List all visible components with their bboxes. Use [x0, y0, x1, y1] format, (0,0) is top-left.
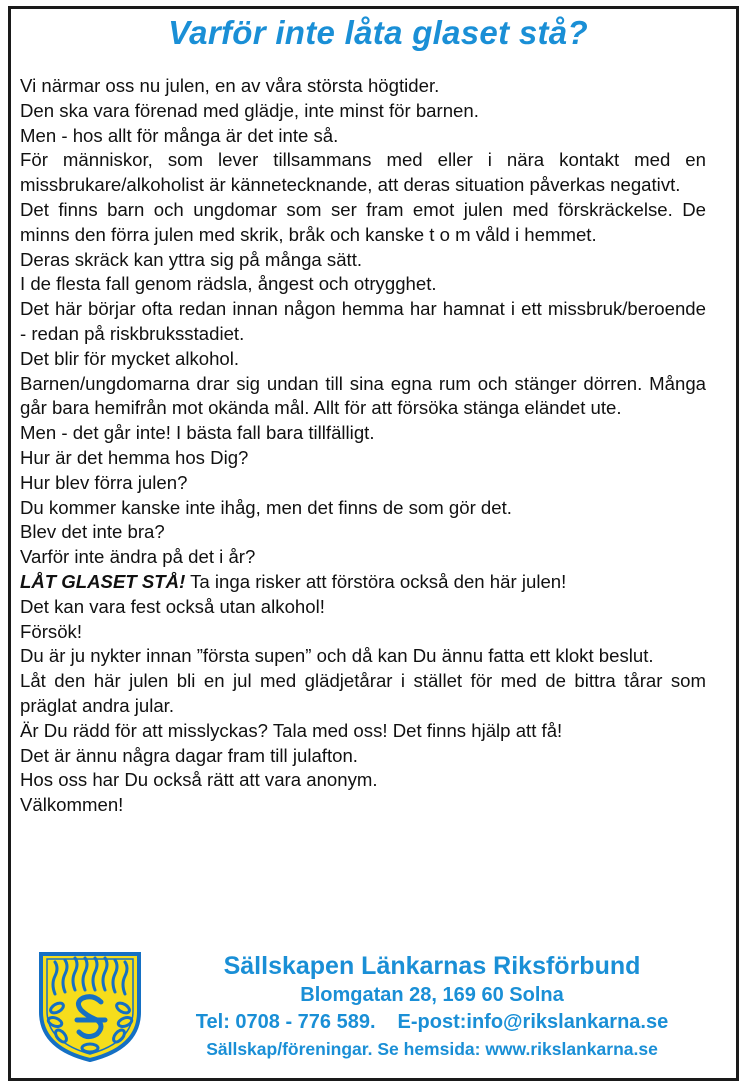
lankarna-crest-icon	[37, 950, 143, 1062]
paragraph: Barnen/ungdomarna drar sig undan till sina egna rum och stänger dörren. Många går bara hemifrån mot okända mål. Allt för att försöka stänga eländet ute.	[20, 372, 706, 419]
paragraph: Du kommer kanske inte ihåg, men det finns de som gör det.	[20, 496, 512, 518]
paragraph: Hur är det hemma hos Dig?	[20, 446, 249, 468]
emphasis-text: LÅT GLASET STÅ!	[20, 570, 186, 592]
org-address: Blomgatan 28, 169 60 Solna	[300, 984, 564, 1006]
paragraph: Det här börjar ofta redan innan någon hemma har hamnat i ett missbruk/beroende - redan på riskbruksstadiet.	[20, 298, 706, 344]
paragraph: Välkommen!	[20, 794, 124, 816]
paragraph: Hos oss har Du också rätt att vara anonym.	[20, 769, 378, 791]
organization-info	[152, 950, 712, 1062]
paragraph: Du är ju nykter innan ”första supen” och då kan Du ännu fatta ett klokt beslut.	[20, 645, 654, 667]
org-website[interactable]: Sällskap/föreningar. Se hemsida: www.rikslankarna.se	[206, 1039, 658, 1059]
paragraph: Är Du rädd för att misslyckas? Tala med oss! Det finns hjälp att få!	[20, 719, 563, 741]
paragraph: Hur blev förra julen?	[20, 471, 188, 493]
paragraph: Låt den här julen bli en jul med glädjetårar i stället för med de bittra tårar som präglat andra jular.	[20, 670, 706, 716]
org-phone: Tel: 0708 - 776 589.	[195, 1011, 376, 1033]
org-contact	[152, 1008, 712, 1036]
paragraph: För människor, som lever tillsammans med eller i nära kontakt med en missbrukare/alkoholist är kännetecknande, att deras situation påverkas negativt.	[20, 149, 706, 196]
paragraph: Vi närmar oss nu julen, en av våra största högtider.	[20, 75, 440, 96]
article-body	[20, 74, 706, 818]
paragraph: Varför inte ändra på det i år?	[20, 546, 256, 568]
paragraph: Den ska vara förenad med glädje, inte minst för barnen.	[20, 99, 479, 121]
paragraph: Men - det går inte! I bästa fall bara tillfälligt.	[20, 422, 375, 444]
paragraph: Det blir för mycket alkohol.	[20, 347, 240, 369]
page-title: Varför inte låta glaset stå?	[168, 14, 588, 51]
paragraph: Det är ännu några dagar fram till julafton.	[20, 744, 358, 766]
emphasis-paragraph	[20, 570, 706, 595]
paragraph: Deras skräck kan yttra sig på många sätt.	[20, 248, 363, 270]
org-name: Sällskapen Länkarnas Riksförbund	[223, 952, 641, 980]
paragraph: Försök!	[20, 620, 82, 642]
paragraph: Det kan vara fest också utan alkohol!	[20, 595, 325, 617]
paragraph: Det finns barn och ungdomar som ser fram emot julen med förskräckelse. De minns den förra julen med skrik, bråk och kanske t o m våld i hemmet.	[20, 198, 706, 245]
emphasis-rest: Ta inga risker att förstöra också den här julen!	[185, 570, 567, 592]
paragraph: Blev det inte bra?	[20, 521, 165, 543]
org-email[interactable]: E-post:info@rikslankarna.se	[397, 1011, 669, 1033]
paragraph: I de flesta fall genom rädsla, ångest och otrygghet.	[20, 273, 437, 295]
paragraph: Men - hos allt för många är det inte så.	[20, 124, 339, 146]
